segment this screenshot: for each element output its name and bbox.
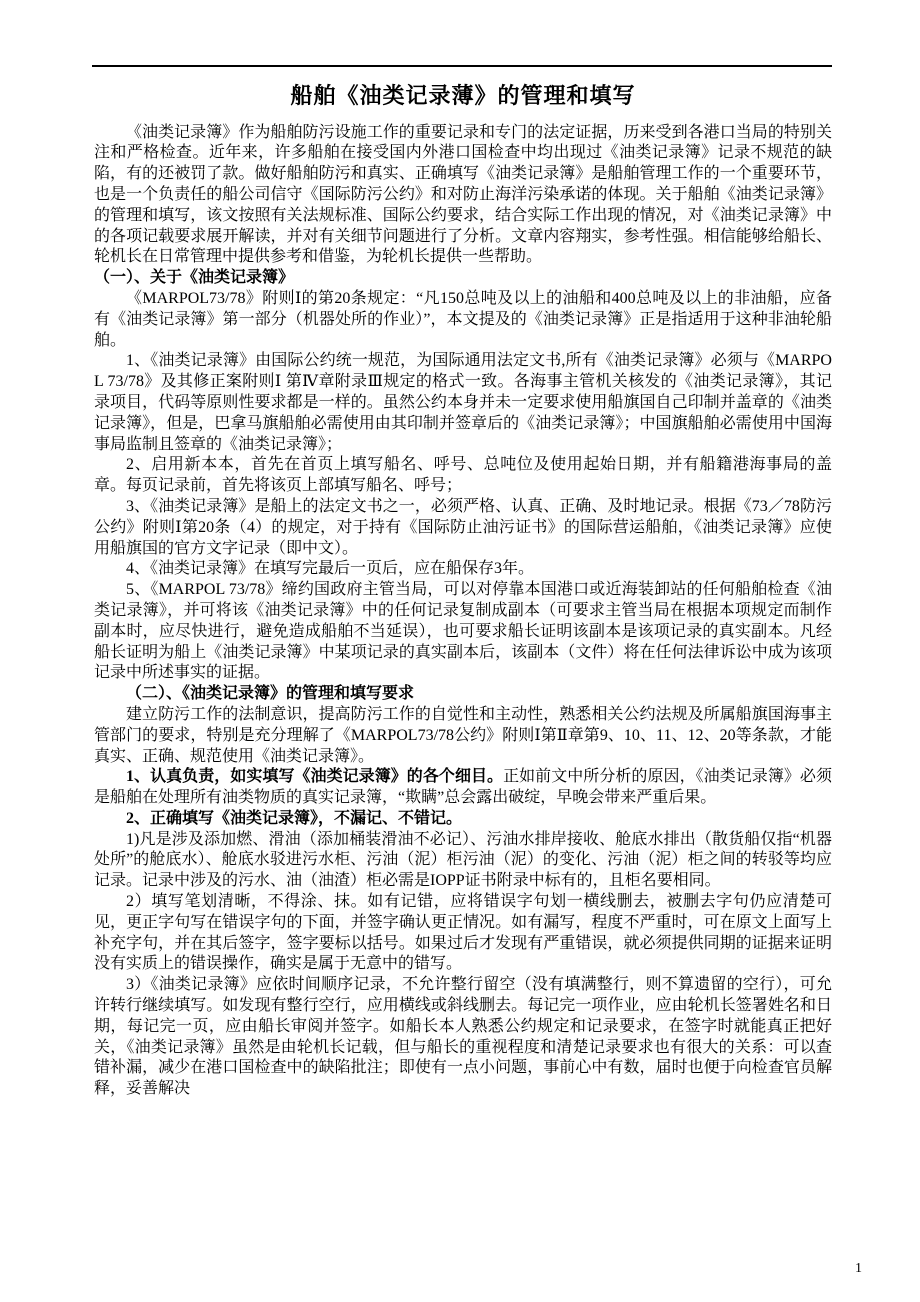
paragraph: 5、《MARPOL 73/78》缔约国政府主管当局，可以对停靠本国港口或近海装卸站的任何船舶检查《油类记录簿》，并可将该《油类记录簿》中的任何记录复制成副本（可要求主管当局在根据本项规定而制作副本时，应尽快进行，避免造成船舶不当延误），也可要求船长证明该副本是该项记录的真实副本。凡经船长证明为船上《油类记录簿》中某项记录的真实副本后，该副本（文件）将在任何法律诉讼中成为该项记录中所述事实的证据。 (94, 581, 832, 682)
paragraph: 3、《油类记录簿》是船上的法定文书之一，必须严格、认真、正确、及时地记录。根据《73／78防污公约》附则Ⅰ第20条（4）的规定，对于持有《国际防止油污证书》的国际营运船舶，《油类记录簿》应使用船旗国的官方文字记录（即中文）。 (94, 497, 832, 557)
paragraph: 建立防污工作的法制意识，提高防污工作的自觉性和主动性，熟悉相关公约法规及所属船旗国海事主管部门的要求，特别是充分理解了《MARPOL73/78公约》附则Ⅰ第Ⅱ章第9、10、11、12、20等条款，才能真实、正确、规范使用《油类记录簿》。 (94, 705, 832, 765)
paragraph: 3）《油类记录簿》应依时间顺序记录，不允许整行留空（没有填满整行，则不算遗留的空行），可允许转行继续填写。如发现有整行空行，应用横线或斜线删去。每记完一项作业，应由轮机长签署姓名和日期，每记完一页，应由船长审阅并签字。如船长本人熟悉公约规定和记录要求，在签字时就能真正把好关，《油类记录簿》虽然是由轮机长记载，但与船长的重视程度和清楚记录要求也有很大的关系：可以查错补漏，减少在港口国检查中的缺陷批注；即使有一点小问题，事前心中有数，届时也便于向检查官员解释，妥善解决 (94, 976, 832, 1098)
paragraph: 1、《油类记录簿》由国际公约统一规范，为国际通用法定文书,所有《油类记录簿》必须与《MARPOL 73/78》及其修正案附则Ⅰ 第Ⅳ章附录Ⅲ规定的格式一致。各海事主管机关核发的《油类记录簿》，其记录项目，代码等原则性要求都是一样的。虽然公约本身并未一定要求使用船旗国自己印制并盖章的《油类记录簿》，但是，巴拿马旗船舶必需使用由其印制并签章后的《油类记录簿》；中国旗船舶必需使用中国海事局监制且签章的《油类记录簿》； (94, 352, 832, 453)
paragraph: 1、认真负责，如实填写《油类记录簿》的各个细目。正如前文中所分析的原因，《油类记录簿》必须是船舶在处理所有油类物质的真实记录簿，“欺瞒”总会露出破绽，早晚会带来严重后果。 (94, 768, 832, 807)
document-body (94, 123, 832, 1100)
page-title: 船舶《油类记录薄》的管理和填写 (290, 83, 636, 108)
paragraph: （一）、关于《油类记录簿》 (94, 269, 295, 287)
paragraph-lead: 1、认真负责，如实填写《油类记录簿》的各个细目。 (126, 768, 504, 786)
paragraph: 4、《油类记录簿》在填写完最后一页后，应在船保存3年。 (126, 560, 535, 578)
paragraph: 《MARPOL73/78》附则Ⅰ的第20条规定：“凡150总吨及以上的油船和400总吨及以上的非油船，应备有《油类记录簿》第一部分（机器处所的作业）”，本文提及的《油类记录簿》正是指适用于这种非油轮船舶。 (94, 289, 832, 349)
paragraph: 《油类记录簿》作为船舶防污设施工作的重要记录和专门的法定证据，历来受到各港口当局的特别关注和严格检查。近年来，许多船舶在接受国内外港口国检查中均出现过《油类记录簿》记录不规范的缺陷，有的还被罚了款。做好船舶防污和真实、正确填写《油类记录簿》是船舶管理工作的一个重要环节，也是一个负责任的船公司信守《国际防污公约》和对防止海洋污染承诺的体现。关于船舶《油类记录簿》的管理和填写，该文按照有关法规标准、国际公约要求，结合实际工作出现的情况，对《油类记录簿》中的各项记载要求展开解读，并对有关细节问题进行了分析。文章内容翔实，参考性强。相信能够给船长、轮机长在日常管理中提供参考和借鉴，为轮机长提供一些帮助。 (94, 123, 832, 266)
paragraph: 1)凡是涉及添加燃、滑油（添加桶装滑油不必记）、污油水排岸接收、舱底水排出（散货船仅指“机器处所”的舱底水）、舱底水驳进污水柜、污油（泥）柜污油（泥）的变化、污油（泥）柜之间的转驳等均应记录。记录中涉及的污水、油（油渣）柜必需是IOPP证书附录中标有的，且柜名要相同。 (94, 830, 832, 890)
header-rule (92, 65, 832, 67)
paragraph: （二）、《油类记录簿》的管理和填写要求 (126, 685, 415, 703)
page-number: 1 (855, 1261, 862, 1276)
paragraph: 2）填写笔划清晰，不得涂、抹。如有记错，应将错误字句划一横线删去，被删去字句仍应清楚可见，更正字句写在错误字句的下面，并签字确认更正情况。如有漏写，程度不严重时，可在原文上面写上补充字句，并在其后签字，签字要标以括号。如果过后才发现有严重错误，就必须提供同期的证据来证明没有实质上的错误操作，确实是属于无意中的错写。 (94, 893, 832, 973)
paragraph: 2、正确填写《油类记录簿》，不漏记、不错记。 (126, 809, 463, 827)
paragraph: 2、启用新本本，首先在首页上填写船名、呼号、总吨位及使用起始日期，并有船籍港海事局的盖章。每页记录前，首先将该页上部填写船名、呼号； (94, 456, 832, 495)
